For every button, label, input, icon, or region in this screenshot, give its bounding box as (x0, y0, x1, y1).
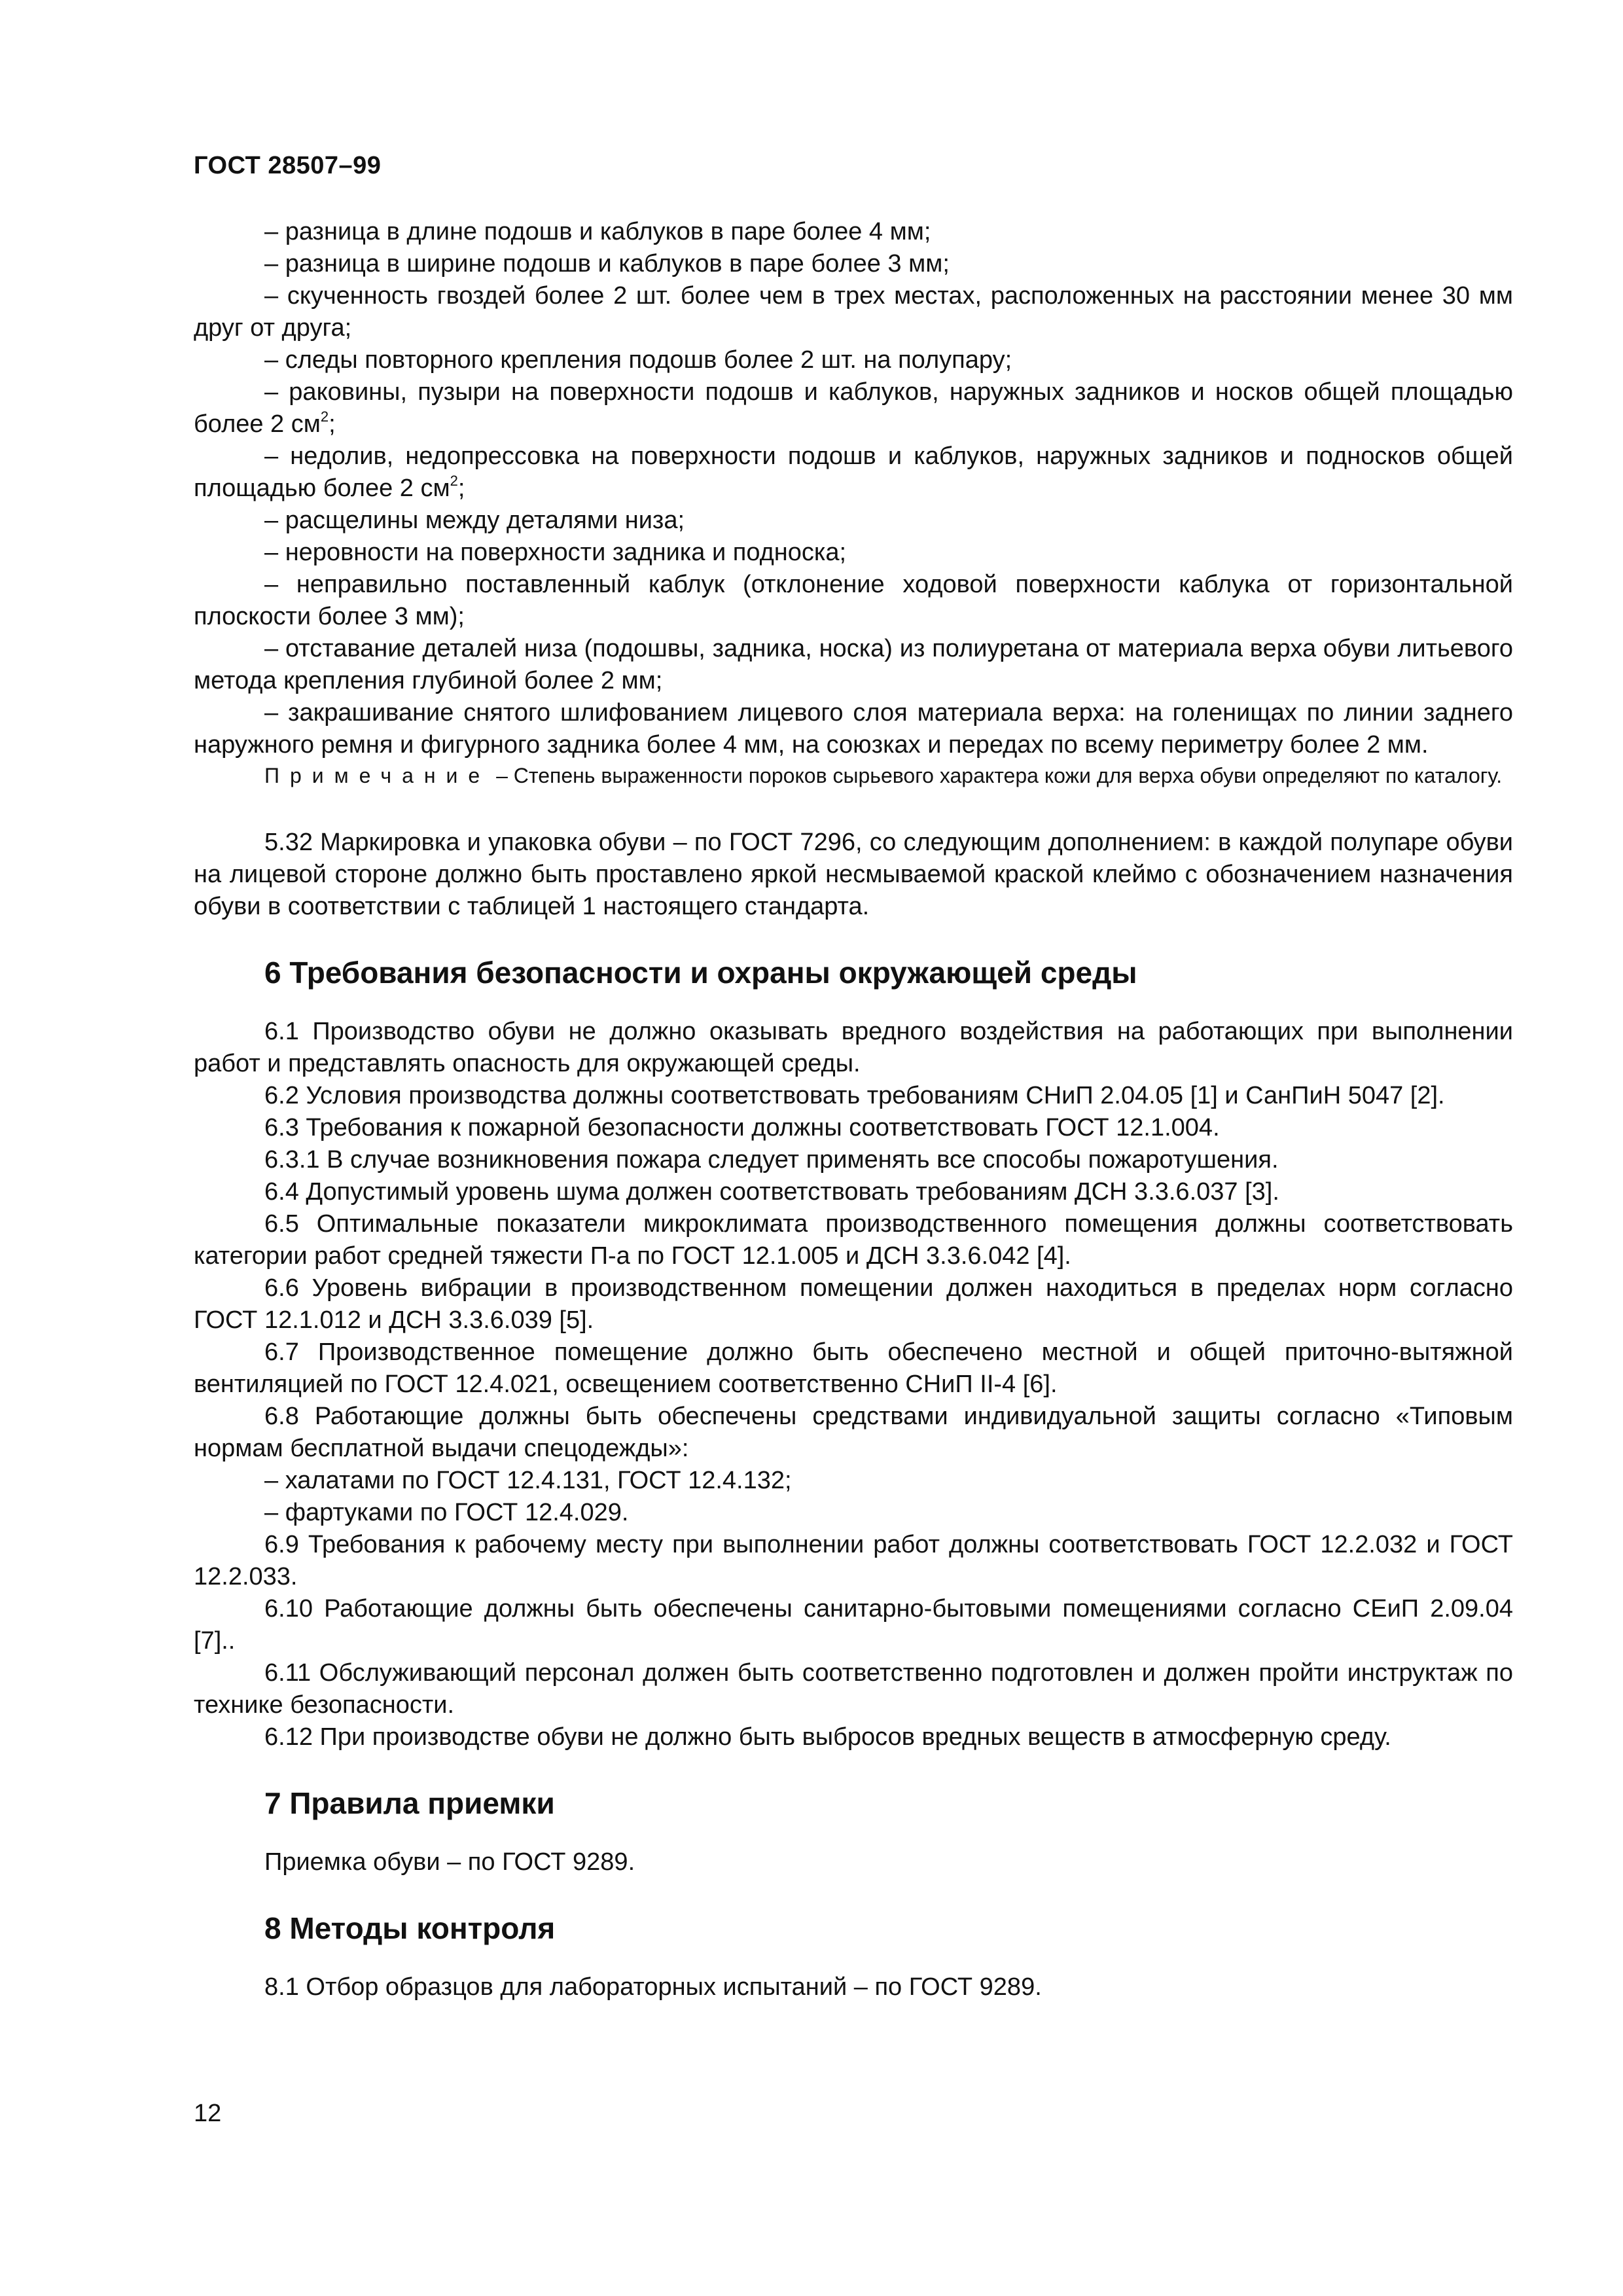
paragraph-6-1: 6.1 Производство обуви не должно оказывать вредного воздействия на работающих при выполнении работ и представлять опасность для окружающей среды. (194, 1018, 1513, 1077)
spacer (194, 1948, 1513, 1971)
spacer (194, 923, 1513, 953)
defect-item: – разница в ширине подошв и каблуков в паре более 3 мм; (264, 250, 950, 278)
superscript: 2 (450, 473, 458, 489)
defect-item-end: ; (329, 410, 336, 438)
paragraph-6-7: 6.7 Производственное помещение должно быть обеспечено местной и общей приточно-вытяжной вентиляцией по ГОСТ 12.4.021, освещением соответственно СНиП II-4 [6]. (194, 1338, 1513, 1398)
defect-item: – неровности на поверхности задника и подноска; (264, 539, 847, 566)
defect-item: – закрашивание снятого шлифованием лицевого слоя материала верха: на голенищах по линии заднего наружного ремня и фигурного задника более 4 мм, на союзках и передах по всему периметру более 2 мм. (194, 699, 1513, 759)
section-7-text: Приемка обуви – по ГОСТ 9289. (264, 1848, 635, 1876)
paragraph-6-4: 6.4 Допустимый уровень шума должен соответствовать требованиям ДСН 3.3.6.037 [3]. (264, 1178, 1279, 1206)
paragraph-5-32: 5.32 Маркировка и упаковка обуви – по ГОСТ 7296, со следующим дополнением: в каждой полупаре обуви на лицевой стороне должно быть проставлено яркой несмываемой краской клеймо с обозначением назначения обуви в соответствии с таблицей 1 настоящего стандарта. (194, 829, 1513, 920)
section-6-heading: 6 Требования безопасности и охраны окружающей среды (264, 956, 1137, 990)
paragraph-6-8-item: – халатами по ГОСТ 12.4.131, ГОСТ 12.4.132; (264, 1467, 792, 1494)
superscript: 2 (320, 408, 329, 425)
paragraph-6-6: 6.6 Уровень вибрации в производственном помещении должен находиться в пределах норм согласно ГОСТ 12.1.012 и ДСН 3.3.6.039 [5]. (194, 1274, 1513, 1334)
section-8-heading: 8 Методы контроля (264, 1911, 556, 1945)
defect-item-text: – раковины, пузыри на поверхности подошв и каблуков, наружных задников и носков общей площадью более 2 см (194, 378, 1513, 438)
paragraph-6-11: 6.11 Обслуживающий персонал должен быть соответственно подготовлен и должен пройти инструктаж по технике безопасности. (194, 1659, 1513, 1719)
paragraph-6-9: 6.9 Требования к рабочему месту при выполнении работ должны соответствовать ГОСТ 12.2.032 и ГОСТ 12.2.033. (194, 1531, 1513, 1590)
paragraph-6-8: 6.8 Работающие должны быть обеспечены средствами индивидуальной защиты согласно «Типовым нормам бесплатной выдачи спецодежды»: (194, 1403, 1513, 1462)
note-label: Примечание (264, 764, 491, 787)
defect-item-area (194, 376, 1513, 440)
spacer (194, 1878, 1513, 1909)
section-7-heading: 7 Правила приемки (264, 1786, 555, 1820)
defect-item-end: ; (457, 475, 465, 502)
defect-item: – следы повторного крепления подошв более 2 шт. на полупару; (264, 346, 1012, 374)
defect-item-text: – недолив, недопрессовка на поверхности подошв и каблуков, наружных задников и подносков общей площадью более 2 см (194, 442, 1513, 502)
paragraph-6-2: 6.2 Условия производства должны соответствовать требованиям СНиП 2.04.05 [1] и СанПиН 5047 [2]. (264, 1082, 1445, 1109)
paragraph-6-3: 6.3 Требования к пожарной безопасности должны соответствовать ГОСТ 12.1.004. (264, 1114, 1220, 1141)
document-header: ГОСТ 28507–99 (194, 152, 382, 179)
defect-item: – отставание деталей низа (подошвы, задника, носка) из полиуретана от материала верха обуви литьевого метода крепления глубиной более 2 мм; (194, 635, 1513, 694)
defect-item: – расщелины между деталями низа; (264, 507, 685, 534)
note (194, 761, 1513, 790)
paragraph-6-10: 6.10 Работающие должны быть обеспечены санитарно-бытовыми помещениями согласно СЕиП 2.09.04 [7].. (194, 1595, 1513, 1655)
paragraph-6-12: 6.12 При производстве обуви не должно быть выбросов вредных веществ в атмосферную среду. (264, 1723, 1391, 1751)
paragraph-6-8-item: – фартуками по ГОСТ 12.4.029. (264, 1499, 629, 1526)
spacer (194, 790, 1513, 827)
page-number: 12 (194, 2100, 222, 2127)
spacer (194, 992, 1513, 1016)
note-text: – Степень выраженности пороков сырьевого характера кожи для верха обуви определяют по каталогу. (490, 764, 1503, 787)
defect-item-area (194, 440, 1513, 505)
paragraph-8-1: 8.1 Отбор образцов для лабораторных испытаний – по ГОСТ 9289. (264, 1973, 1042, 2001)
defect-item: – разница в длине подошв и каблуков в паре более 4 мм; (264, 218, 931, 245)
spacer (194, 1753, 1513, 1784)
defect-item: – скученность гвоздей более 2 шт. более чем в трех местах, расположенных на расстоянии менее 30 мм друг от друга; (194, 282, 1513, 342)
paragraph-6-3-1: 6.3.1 В случае возникновения пожара следует применять все способы пожаротушения. (264, 1146, 1279, 1174)
paragraph-6-5: 6.5 Оптимальные показатели микроклимата производственного помещения должны соответствовать категории работ средней тяжести П-а по ГОСТ 12.1.005 и ДСН 3.3.6.042 [4]. (194, 1210, 1513, 1270)
document-body (194, 216, 1513, 2003)
defect-item: – неправильно поставленный каблук (отклонение ходовой поверхности каблука от горизонтальной плоскости более 3 мм); (194, 571, 1513, 630)
spacer (194, 1823, 1513, 1846)
